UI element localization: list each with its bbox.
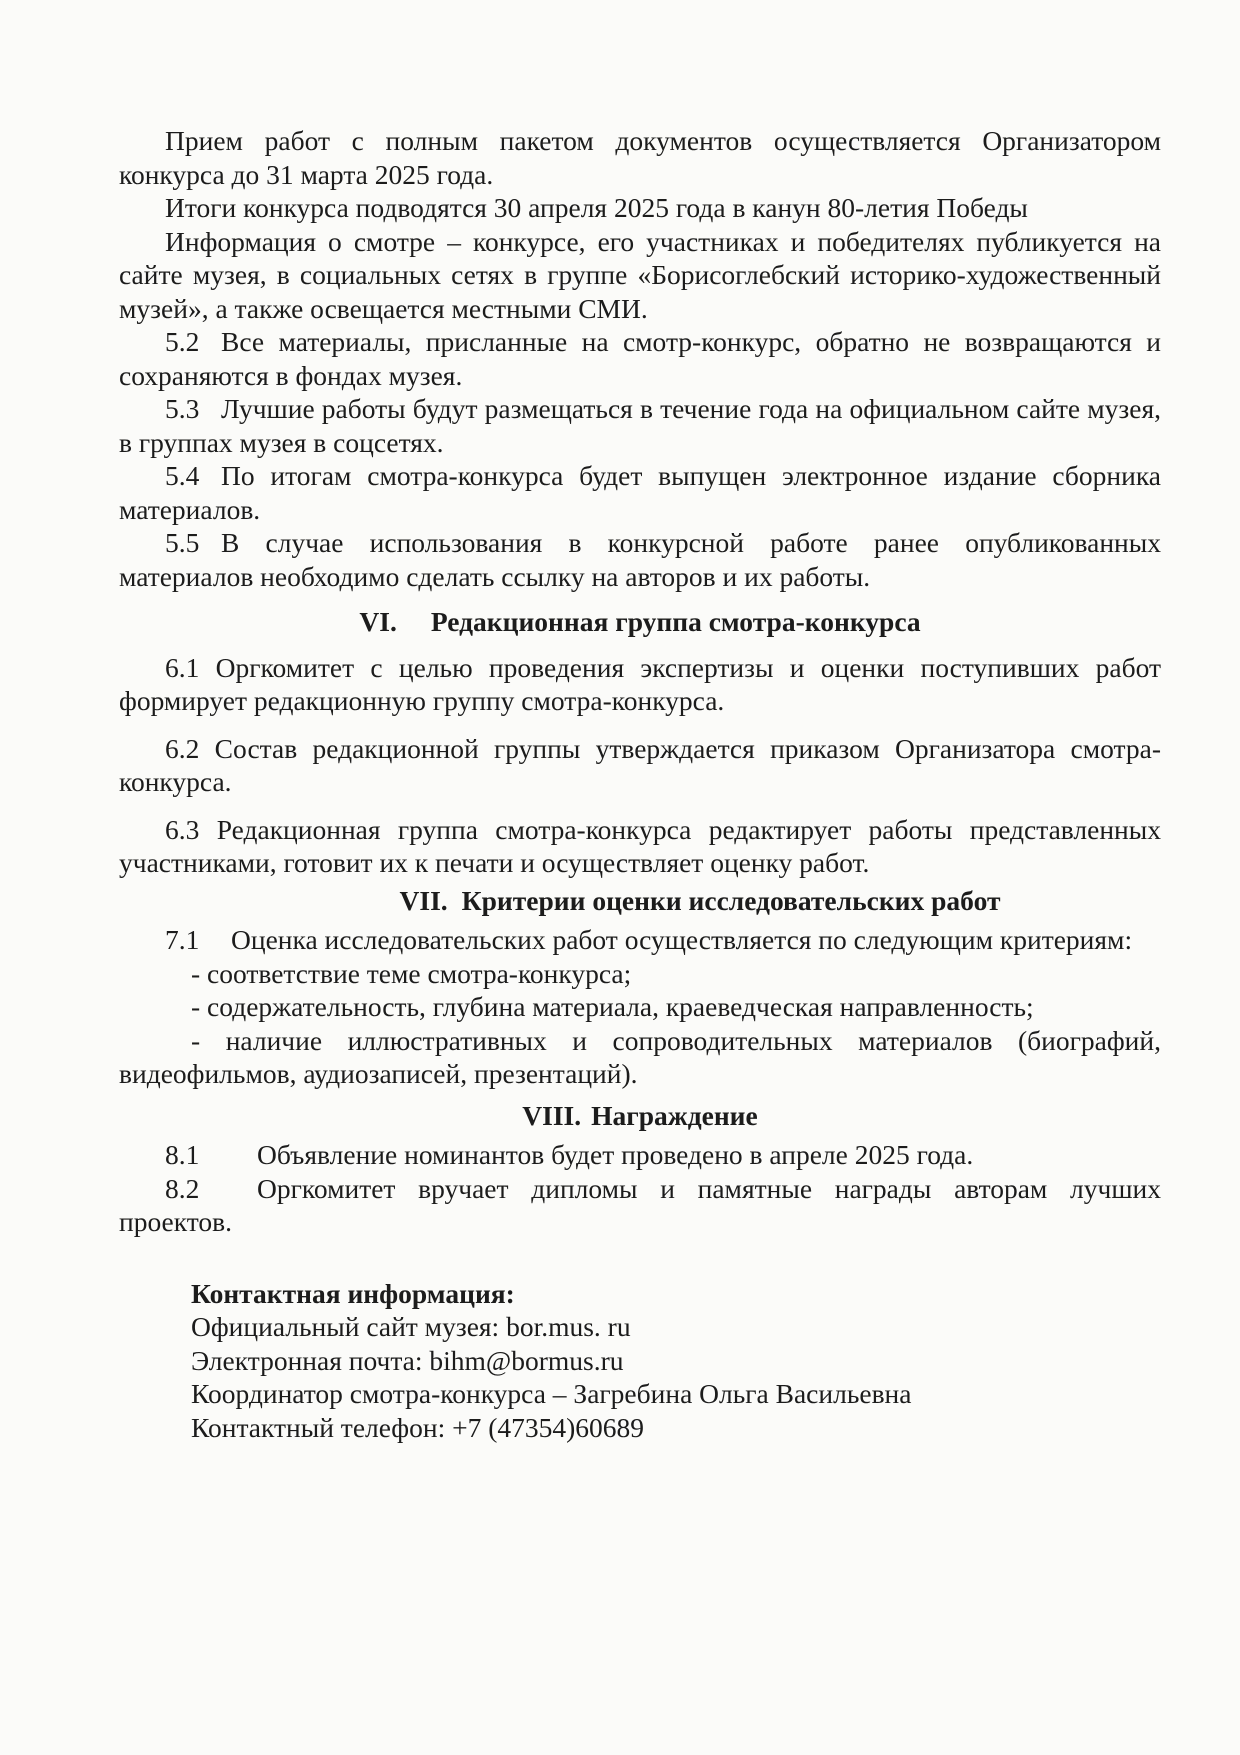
clause-6-2 xyxy=(119,732,1161,799)
clause-text: По итогам смотра-конкурса будет выпущен электронное издание сборника материалов. xyxy=(119,460,1161,525)
clause-text: Оценка исследовательских работ осуществляется по следующим критериям: xyxy=(231,924,1133,955)
section-8-heading xyxy=(119,1099,1161,1133)
clause-number: 8.2 xyxy=(165,1172,200,1204)
section-numeral: VII. xyxy=(399,884,448,916)
clause-5-2 xyxy=(119,325,1161,392)
clause-6-1 xyxy=(119,651,1161,718)
contact-block xyxy=(119,1277,1161,1445)
clause-text: Лучшие работы будут размещаться в течение года на официальном сайте музея, в группах музея в соцсетях. xyxy=(119,393,1161,458)
section-title: Редакционная группа смотра-конкурса xyxy=(430,606,921,637)
contact-coordinator: Координатор смотра-конкурса – Загребина Ольга Васильевна xyxy=(191,1378,912,1409)
clause-number: 5.4 xyxy=(165,460,200,491)
clause-text: Состав редакционной группы утверждается приказом Организатора смотра-конкурса. xyxy=(119,732,1162,797)
clause-text: Все материалы, присланные на смотр-конкурс, обратно не возвращаются и сохраняются в фондах музея. xyxy=(119,326,1161,391)
clause-number: 6.3 xyxy=(165,813,200,845)
intro-paragraph: Итоги конкурса подводятся 30 апреля 2025 года в канун 80-летия Победы xyxy=(165,192,1028,223)
clause-5-5 xyxy=(119,526,1161,593)
list-item: - содержательность, глубина материала, краеведческая направленность; xyxy=(191,991,1034,1022)
clause-text: Оргкомитет вручает дипломы и памятные награды авторам лучших проектов. xyxy=(119,1172,1161,1237)
section-6-heading xyxy=(119,605,1161,639)
clause-5-4 xyxy=(119,459,1161,526)
list-item: - наличие иллюстративных и сопроводительных материалов (биографий, видеофильмов, аудиозаписей, презентаций). xyxy=(119,1024,1161,1089)
section-title: Награждение xyxy=(591,1099,758,1131)
clause-6-3 xyxy=(119,813,1161,880)
section-numeral: VI. xyxy=(359,606,397,637)
clause-8-2 xyxy=(119,1172,1161,1239)
clause-text: В случае использования в конкурсной работе ранее опубликованных материалов необходимо сделать ссылку на авторов и их работы. xyxy=(119,527,1161,592)
section-title: Критерии оценки исследовательских работ xyxy=(461,884,1001,916)
clause-number: 6.2 xyxy=(165,732,200,764)
clause-5-3 xyxy=(119,392,1161,459)
clause-7-1 xyxy=(119,923,1161,957)
clause-number: 7.1 xyxy=(165,924,200,955)
intro-paragraph: Информация о смотре – конкурсе, его участниках и победителях публикуется на сайте музея, в социальных сетях в группе «Борисоглебский историко-художественный музей», а также освещается местными СМИ. xyxy=(119,225,1161,324)
contact-website: Официальный сайт музея: bor.mus. ru xyxy=(191,1311,631,1342)
criteria-list xyxy=(119,957,1161,1091)
document-body xyxy=(119,124,1161,1444)
clause-number: 5.5 xyxy=(165,527,200,558)
clause-8-1 xyxy=(119,1138,1161,1172)
clause-number: 5.3 xyxy=(165,393,200,424)
clause-number: 6.1 xyxy=(165,651,200,683)
intro-paragraph: Прием работ с полным пакетом документов осуществляется Организатором конкурса до 31 марта 2025 года. xyxy=(119,125,1161,190)
list-item: - соответствие теме смотра-конкурса; xyxy=(191,957,632,989)
contact-email: Электронная почта: bihm@bormus.ru xyxy=(191,1344,624,1376)
section-numeral: VIII. xyxy=(522,1099,582,1131)
clause-number: 5.2 xyxy=(165,326,200,357)
contact-heading: Контактная информация: xyxy=(191,1277,515,1309)
section-7-heading xyxy=(119,884,1161,918)
clause-text: Оргкомитет с целью проведения экспертизы и оценки поступивших работ формирует редакционную группу смотра-конкурса. xyxy=(119,651,1161,716)
clause-number: 8.1 xyxy=(165,1139,200,1170)
contact-phone: Контактный телефон: +7 (47354)60689 xyxy=(191,1411,645,1443)
clause-text: Редакционная группа смотра-конкурса редактирует работы представленных участниками, готовит их к печати и осуществляет оценку работ. xyxy=(119,813,1162,878)
clause-text: Объявление номинантов будет проведено в апреле 2025 года. xyxy=(257,1139,974,1170)
